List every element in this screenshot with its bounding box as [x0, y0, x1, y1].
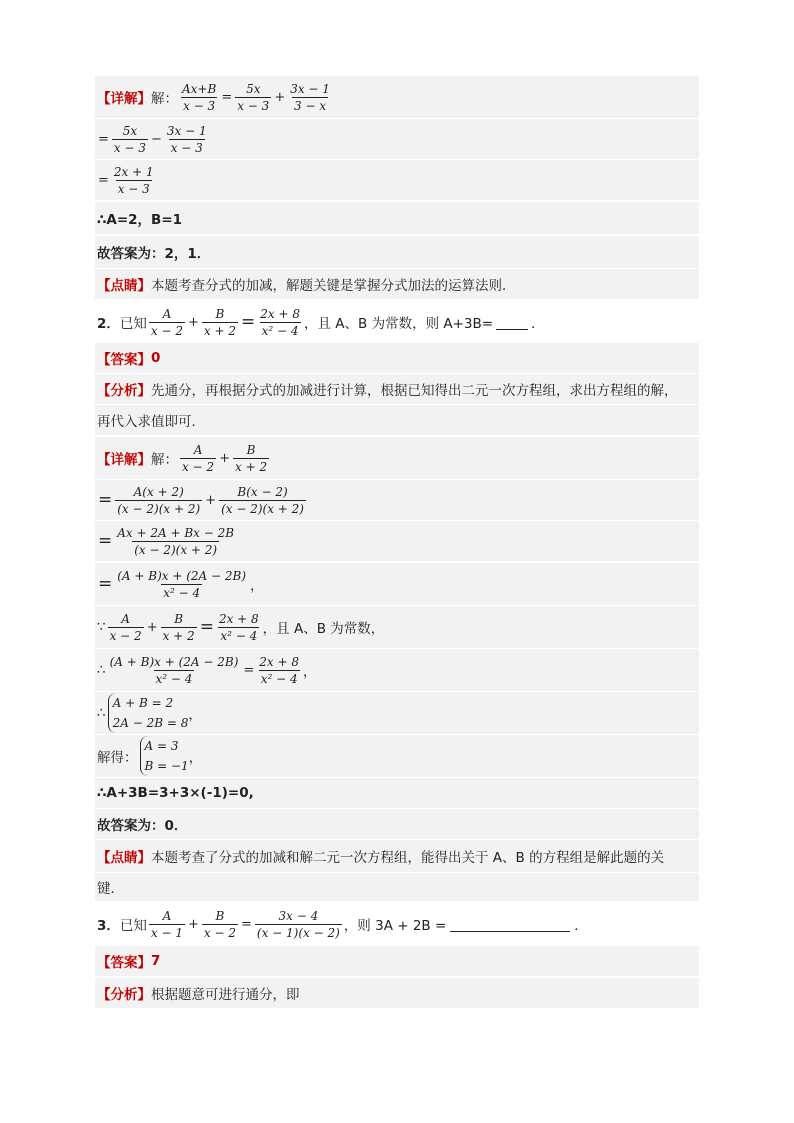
- fraction: $\frac{2x + 8}{\text{x² − 4}}$: [260, 306, 300, 338]
- q2-comment-row-2: [95, 873, 699, 901]
- answer-statement-row: [95, 236, 699, 268]
- analysis-text: 再代入求值即可．: [97, 414, 205, 430]
- result-text: ∴A=2，B=1: [97, 212, 183, 228]
- question-2: 2． 已知 A x − 2 + $\frac{B}{x + 2}$ = $\frac{2x + 8}{\text{x² − 4}}$ ，且 A、B 为常数，则 A+3B= ．: [97, 306, 545, 338]
- solution-lead: 解：: [151, 91, 178, 107]
- q2-detail-row-5: ∵ A x − 2 + $\frac{B}{x + 2}$ = $\frac{2x + 8}{\text{x² − 4}}$ ，且 A、B 为常数，: [95, 606, 699, 648]
- detail-tag: 【详解】: [97, 91, 151, 107]
- detail-tag: 【详解】: [97, 452, 151, 468]
- solution-system: A = 3 B = −1: [140, 736, 189, 776]
- fraction: $\frac{2x + 1}{x - 3}$: [113, 164, 154, 196]
- comment-text: 本题考查分式的加减，解题关键是掌握分式加法的运算法则．: [151, 278, 516, 294]
- detail-row-1: 【详解】 解： $\frac{Ax+B}{x - 3}$ = $\frac{5x}{x - 3}$ + $\frac{3x - 1}{3 - x}$: [95, 76, 699, 118]
- fraction: $\frac{3x - 1}{3 - x}$: [290, 81, 330, 113]
- fraction: $\frac{A(x + 2)}{(x - 2)(x + 2)}$: [117, 484, 201, 516]
- analysis-text: 先通分，再根据分式的加减进行计算，根据已知得出二元一次方程组，求出方程组的解，: [151, 383, 678, 399]
- fraction: $\frac{B}{x + 2}$: [203, 306, 236, 338]
- q2-analysis-row-2: [95, 405, 699, 435]
- fraction: $\frac{3x - 1}{x - 3}$: [166, 123, 207, 155]
- fraction: $\frac{Ax+B}{x - 3}$: [182, 81, 217, 113]
- comment-text: 本题考查了分式的加减和解二元一次方程组，能得出关于 A、B 的方程组是解此题的关: [151, 850, 665, 866]
- q2-detail-row-8: 解得： A = 3 B = −1 ，: [95, 735, 699, 777]
- answer-tag: 【答案】: [97, 352, 151, 368]
- detail-row-3: = $\frac{2x + 1}{x - 3}$: [95, 160, 699, 200]
- q2-answer-row: [95, 343, 699, 373]
- result-text: ∴A+3B=3+3×(-1)=0,: [97, 785, 254, 801]
- answer-value: 0: [151, 350, 161, 366]
- question-number: 2．: [97, 316, 120, 332]
- q2-detail-row-2: = $\frac{A(x + 2)}{(x - 2)(x + 2)}$ + $\frac{B(x - 2)}{(x - 2)(x + 2)}$: [95, 480, 699, 520]
- fraction: A x − 1: [150, 908, 183, 940]
- fraction: $\frac{(A + B)x + (2A - 2B)}{\text{x² − 4}}$: [117, 568, 247, 600]
- q2-detail-row-3: = $\frac{Ax + 2A + Bx - 2B}{(x - 2)(x + 2)}$: [95, 521, 699, 561]
- answer-blank[interactable]: [496, 315, 528, 330]
- equation-system: A + B = 2 2A − 2B = 8: [108, 693, 189, 733]
- answer-statement: 故答案为：0．: [97, 818, 188, 834]
- answer-blank[interactable]: [450, 917, 570, 932]
- question-number: 3．: [97, 918, 120, 934]
- analysis-tag: 【分析】: [97, 987, 151, 1003]
- fraction: A x − 2: [182, 442, 215, 474]
- q2-comment-row-1: [95, 840, 699, 872]
- fraction: $\frac{B}{x + 2}$: [162, 611, 195, 643]
- fraction: $\frac{2x + 8}{\text{x² − 4}}$: [259, 654, 300, 686]
- question-3: 3． 已知 A x − 1 + $\frac{B}{x - 2}$ = $\frac{3x - 4}{(x - 1)(x - 2)}$ ，则 3A + 2B = ．: [97, 908, 588, 940]
- q2-analysis-row-1: [95, 374, 699, 404]
- comment-text: 键．: [97, 881, 124, 897]
- answer-statement: 故答案为：2，1．: [97, 246, 211, 262]
- comment-tag: 【点睛】: [97, 850, 151, 866]
- q2-detail-row-7: ∴ A + B = 2 2A − 2B = 8 ，: [95, 692, 699, 734]
- q2-detail-row-1: 【详解】 解： A x − 2 + $\frac{B}{x + 2}$: [95, 437, 699, 479]
- fraction: $\frac{5x}{x - 3}$: [237, 81, 270, 113]
- answer-tag: 【答案】: [97, 955, 151, 971]
- fraction: $\frac{B}{x - 2}$: [203, 908, 236, 940]
- q2-detail-row-10: [95, 809, 699, 839]
- fraction: $\frac{B}{x + 2}$: [235, 442, 268, 474]
- comment-row: [95, 269, 699, 299]
- fraction: $\frac{Ax + 2A + Bx - 2B}{(x - 2)(x + 2)}$: [117, 525, 235, 557]
- detail-row-2: = $\frac{5x}{x - 3}$ − $\frac{3x - 1}{x - 3}$: [95, 119, 699, 159]
- fraction: $\frac{(A + B)x + (2A - 2B)}{\text{x² − 4}}$: [109, 654, 239, 686]
- comment-tag: 【点睛】: [97, 278, 151, 294]
- q3-answer-row: [95, 946, 699, 976]
- q2-detail-row-9: [95, 778, 699, 808]
- fraction: A x − 2: [150, 306, 183, 338]
- q2-detail-row-6: ∴ $\frac{(A + B)x + (2A - 2B)}{\text{x² − 4}}$ = $\frac{2x + 8}{\text{x² − 4}}$ ，: [95, 649, 699, 691]
- fraction: $\frac{3x - 4}{(x - 1)(x - 2)}$: [256, 908, 340, 940]
- analysis-text: 根据题意可进行通分，即: [151, 987, 300, 1003]
- q2-detail-row-4: = $\frac{(A + B)x + (2A - 2B)}{\text{x² − 4}}$ ，: [95, 563, 699, 605]
- result-row: [95, 202, 699, 234]
- fraction: A x − 2: [109, 611, 142, 643]
- answer-value: 7: [151, 953, 161, 969]
- fraction: $\frac{2x + 8}{\text{x² − 4}}$: [218, 611, 259, 643]
- q3-analysis-row: [95, 978, 699, 1008]
- fraction: $\frac{5x}{x - 3}$: [113, 123, 146, 155]
- analysis-tag: 【分析】: [97, 383, 151, 399]
- fraction: $\frac{B(x - 2)}{(x - 2)(x + 2)}$: [221, 484, 304, 516]
